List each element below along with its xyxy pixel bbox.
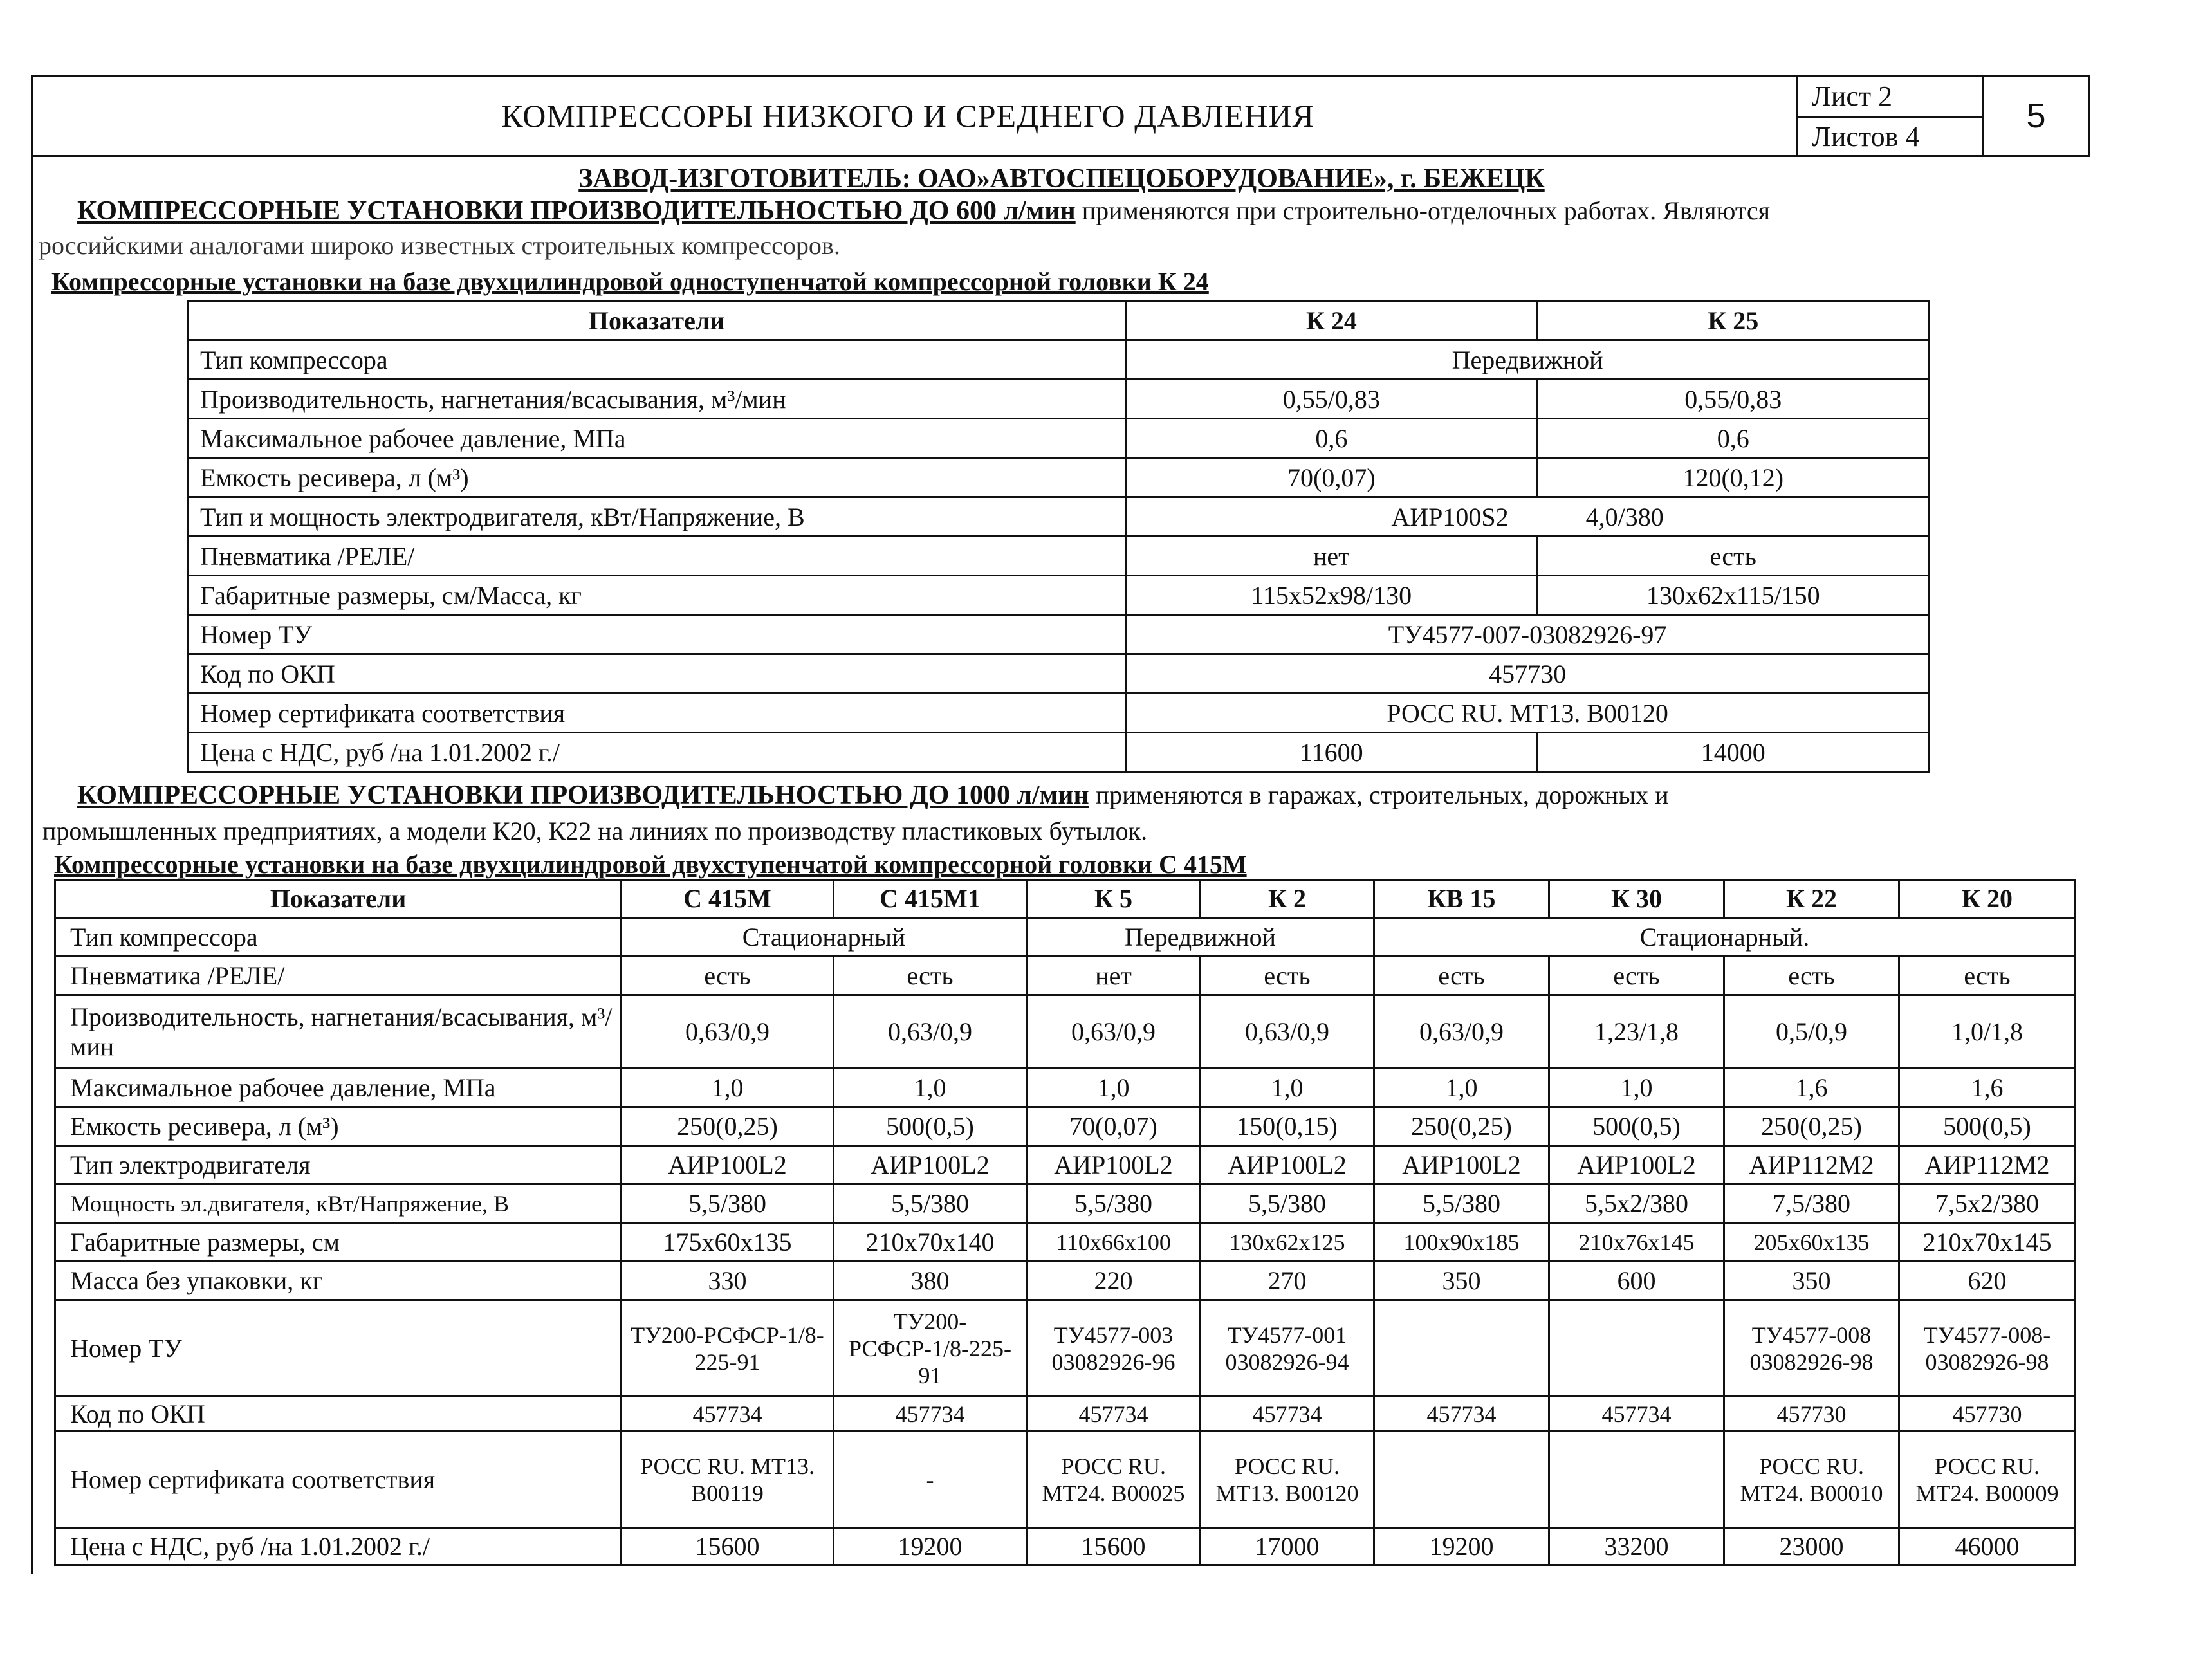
cell-value: 5,5/380 [1374, 1184, 1549, 1223]
cell-value: 0,63/0,9 [1374, 995, 1549, 1069]
cell-value: 1,23/1,8 [1549, 995, 1724, 1069]
cell-value: 14000 [1537, 733, 1929, 772]
cell-value: 1,0 [834, 1069, 1027, 1107]
row-label: Код по ОКП [55, 1397, 622, 1432]
table-row [188, 458, 1930, 497]
cell-value: 0,55/0,83 [1537, 380, 1929, 419]
cell-value: 0,63/0,9 [1027, 995, 1201, 1069]
row-label: Максимальное рабочее давление, МПа [188, 419, 1126, 458]
column-header: С 415М [622, 880, 834, 918]
cell-value: - [834, 1432, 1027, 1528]
cell-value: 457730 [1126, 654, 1930, 694]
section2-text-a: применяются в гаражах, строительных, дорожных и [1089, 780, 1669, 809]
cell-value: ТУ4577-007-03082926-97 [1126, 615, 1930, 654]
sheets-total-label: Листов 4 [1798, 116, 1982, 155]
cell-value: 220 [1027, 1262, 1201, 1300]
cell-value: ТУ200-РСФСР-1/8-225-91 [834, 1300, 1027, 1397]
cell-value: 600 [1549, 1262, 1724, 1300]
cell-value: 150(0,15) [1201, 1107, 1374, 1146]
table-row [188, 419, 1930, 458]
cell-value: нет [1027, 957, 1201, 995]
cell-value [1549, 1432, 1724, 1528]
table-row [188, 576, 1930, 615]
cell-value: 350 [1374, 1262, 1549, 1300]
cell-value: 1,0 [1201, 1069, 1374, 1107]
sheet-info [1796, 77, 1982, 155]
section2-text-b: промышленных предприятиях, а модели К20, К22 на линиях по производству пластиковых бутылок. [42, 816, 1148, 845]
column-header: К 22 [1724, 880, 1899, 918]
cell-value: 19200 [1374, 1528, 1549, 1565]
row-label: Габаритные размеры, см [55, 1223, 622, 1262]
section2-heading: КОМПРЕССОРНЫЕ УСТАНОВКИ ПРОИЗВОДИТЕЛЬНОСТЬЮ ДО 1000 л/мин [77, 780, 1089, 810]
cell-value: 15600 [622, 1528, 834, 1565]
cell-value: 1,6 [1724, 1069, 1899, 1107]
row-label: Производительность, нагнетания/всасывания, м³/мин [55, 995, 622, 1069]
cell-value: АИР112М2 [1899, 1146, 2076, 1184]
column-header: К 24 [1126, 301, 1537, 340]
table-header-row [188, 301, 1930, 340]
row-label: Номер сертификата соответствия [188, 694, 1126, 733]
row-label: Пневматика /РЕЛЕ/ [188, 537, 1126, 576]
cell-value: 5,5/380 [1201, 1184, 1374, 1223]
row-label: Емкость ресивера, л (м³) [55, 1107, 622, 1146]
cell-value: есть [1549, 957, 1724, 995]
cell-value: 457734 [1549, 1397, 1724, 1432]
document-header [31, 75, 2090, 157]
cell-value: ТУ4577-003 03082926-96 [1027, 1300, 1201, 1397]
cell-value: 1,0 [1549, 1069, 1724, 1107]
cell-value: 175x60x135 [622, 1223, 834, 1262]
cell-value: 1,0/1,8 [1899, 995, 2076, 1069]
row-label: Цена с НДС, руб /на 1.01.2002 г./ [55, 1528, 622, 1565]
cell-value: есть [834, 957, 1027, 995]
cell-value: АИР100L2 [834, 1146, 1027, 1184]
cell-value: АИР100L2 [622, 1146, 834, 1184]
k24-specs-table [187, 300, 1930, 773]
section1-text-b: российскими аналогами широко известных строительных компрессоров. [39, 231, 840, 260]
document-title: КОМПРЕССОРЫ НИЗКОГО И СРЕДНЕГО ДАВЛЕНИЯ [501, 98, 1314, 134]
c415m-specs-table [54, 879, 2076, 1566]
cell-value: 250(0,25) [1724, 1107, 1899, 1146]
cell-value: 0,63/0,9 [622, 995, 834, 1069]
cell-value: 210x70x140 [834, 1223, 1027, 1262]
cell-value: есть [1374, 957, 1549, 995]
cell-value: 1,0 [1374, 1069, 1549, 1107]
row-label: Производительность, нагнетания/всасывания, м³/мин [188, 380, 1126, 419]
cell-value: 120(0,12) [1537, 458, 1929, 497]
cell-value: 250(0,25) [622, 1107, 834, 1146]
cell-value: 330 [622, 1262, 834, 1300]
cell-value: 457734 [1374, 1397, 1549, 1432]
column-header: Показатели [55, 880, 622, 918]
row-label: Цена с НДС, руб /на 1.01.2002 г./ [188, 733, 1126, 772]
cell-value: 457734 [1027, 1397, 1201, 1432]
table-row [188, 615, 1930, 654]
row-label: Номер сертификата соответствия [55, 1432, 622, 1528]
cell-value: РОСС RU. МТ24. В00025 [1027, 1432, 1201, 1528]
cell-value: 7,5x2/380 [1899, 1184, 2076, 1223]
table-row [55, 1107, 2076, 1146]
cell-value: РОСС RU. МТ24. В00009 [1899, 1432, 2076, 1528]
cell-value: 210x76x145 [1549, 1223, 1724, 1262]
cell-value [1374, 1432, 1549, 1528]
row-label: Номер ТУ [55, 1300, 622, 1397]
cell-value: Стационарный. [1374, 918, 2076, 957]
cell-value: Передвижной [1027, 918, 1374, 957]
cell-value: 5,5/380 [622, 1184, 834, 1223]
cell-value: 0,63/0,9 [1201, 995, 1374, 1069]
cell-value: ТУ4577-008-03082926-98 [1899, 1300, 2076, 1397]
cell-value: 19200 [834, 1528, 1027, 1565]
cell-value: 46000 [1899, 1528, 2076, 1565]
cell-value: 457730 [1899, 1397, 2076, 1432]
cell-value: 1,0 [622, 1069, 834, 1107]
section1-intro [77, 196, 1770, 226]
table-row [188, 380, 1930, 419]
cell-value: АИР100L2 [1027, 1146, 1201, 1184]
column-header: К 2 [1201, 880, 1374, 918]
cell-value: 205x60x135 [1724, 1223, 1899, 1262]
cell-value: 100x90x185 [1374, 1223, 1549, 1262]
table-row [188, 733, 1930, 772]
cell-value: 15600 [1027, 1528, 1201, 1565]
cell-value: 270 [1201, 1262, 1374, 1300]
row-label: Емкость ресивера, л (м³) [188, 458, 1126, 497]
cell-value: Стационарный [622, 918, 1027, 957]
table-row [55, 1184, 2076, 1223]
cell-value: 0,5/0,9 [1724, 995, 1899, 1069]
cell-value: 130x62x125 [1201, 1223, 1374, 1262]
table-row [188, 537, 1930, 576]
cell-value: нет [1126, 537, 1537, 576]
cell-value: 500(0,5) [834, 1107, 1027, 1146]
cell-value: 11600 [1126, 733, 1537, 772]
cell-value: есть [1899, 957, 2076, 995]
table-row [55, 918, 2076, 957]
cell-value: РОСС RU. МТ13. В00120 [1201, 1432, 1374, 1528]
cell-value: есть [622, 957, 834, 995]
cell-value: есть [1537, 537, 1929, 576]
row-label: Габаритные размеры, см/Масса, кг [188, 576, 1126, 615]
section1-subheading: Компрессорные установки на базе двухцилиндровой одноступенчатой компрессорной головки К 24 [51, 267, 1209, 296]
row-label: Тип компрессора [55, 918, 622, 957]
row-label: Тип компрессора [188, 340, 1126, 380]
table-row [55, 995, 2076, 1069]
column-header: Показатели [188, 301, 1126, 340]
cell-value: АИР100L2 [1201, 1146, 1374, 1184]
table-row [188, 654, 1930, 694]
row-label: Максимальное рабочее давление, МПа [55, 1069, 622, 1107]
table-row [55, 1528, 2076, 1565]
table-row [55, 1069, 2076, 1107]
cell-value: 457734 [1201, 1397, 1374, 1432]
cell-value: 33200 [1549, 1528, 1724, 1565]
cell-value: 0,63/0,9 [834, 995, 1027, 1069]
table-row [55, 957, 2076, 995]
cell-value [1549, 1300, 1724, 1397]
cell-value: 1,0 [1027, 1069, 1201, 1107]
cell-value: Передвижной [1126, 340, 1930, 380]
row-label: Тип электродвигателя [55, 1146, 622, 1184]
cell-value: 110x66x100 [1027, 1223, 1201, 1262]
cell-value: ТУ200-РСФСР-1/8-225-91 [622, 1300, 834, 1397]
section1-text-a: применяются при строительно-отделочных работах. Являются [1075, 196, 1770, 225]
table-row [188, 694, 1930, 733]
cell-value: 70(0,07) [1027, 1107, 1201, 1146]
table-row [55, 1146, 2076, 1184]
row-label: Мощность эл.двигателя, кВт/Напряжение, В [55, 1184, 622, 1223]
column-header: С 415М1 [834, 880, 1027, 918]
cell-value: 500(0,5) [1549, 1107, 1724, 1146]
cell-value: 500(0,5) [1899, 1107, 2076, 1146]
cell-value: 115x52x98/130 [1126, 576, 1537, 615]
table-row [55, 1397, 2076, 1432]
cell-value: 0,6 [1537, 419, 1929, 458]
cell-value: РОСС RU. МТ13. В00119 [622, 1432, 834, 1528]
cell-value: 350 [1724, 1262, 1899, 1300]
cell-value: 130x62x115/150 [1537, 576, 1929, 615]
cell-value: 17000 [1201, 1528, 1374, 1565]
cell-value: ТУ4577-008 03082926-98 [1724, 1300, 1899, 1397]
column-header: К 5 [1027, 880, 1201, 918]
cell-value: АИР100L2 [1374, 1146, 1549, 1184]
table-row [55, 1223, 2076, 1262]
cell-value: 250(0,25) [1374, 1107, 1549, 1146]
table-header-row [55, 880, 2076, 918]
cell-value: 7,5/380 [1724, 1184, 1899, 1223]
row-label: Пневматика /РЕЛЕ/ [55, 957, 622, 995]
cell-value: РОСС RU. МТ24. В00010 [1724, 1432, 1899, 1528]
table-row [55, 1432, 2076, 1528]
row-label: Номер ТУ [188, 615, 1126, 654]
section2-intro [77, 780, 1669, 811]
cell-value: 380 [834, 1262, 1027, 1300]
cell-value: 210x70x145 [1899, 1223, 2076, 1262]
column-header: КВ 15 [1374, 880, 1549, 918]
cell-value: 457734 [622, 1397, 834, 1432]
manufacturer-line: ЗАВОД-ИЗГОТОВИТЕЛЬ: ОАО»АВТОСПЕЦОБОРУДОВАНИЕ», г. БЕЖЕЦК [578, 164, 1545, 194]
cell-value: 620 [1899, 1262, 2076, 1300]
cell-value: АИР112М2 [1724, 1146, 1899, 1184]
cell-value: 0,6 [1126, 419, 1537, 458]
row-label: Тип и мощность электродвигателя, кВт/Напряжение, В [188, 497, 1126, 537]
section2-subheading: Компрессорные установки на базе двухцилиндровой двухступенчатой компрессорной головки С 415М [54, 850, 1247, 879]
cell-value: ТУ4577-001 03082926-94 [1201, 1300, 1374, 1397]
row-label: Код по ОКП [188, 654, 1126, 694]
cell-value: РОСС RU. МТ13. В00120 [1126, 694, 1930, 733]
table-row [55, 1262, 2076, 1300]
sheet-label: Лист 2 [1812, 80, 1893, 112]
table-row [188, 497, 1930, 537]
row-label: Масса без упаковки, кг [55, 1262, 622, 1300]
cell-value [1374, 1300, 1549, 1397]
cell-value: 457730 [1724, 1397, 1899, 1432]
table-row [55, 1300, 2076, 1397]
cell-value: есть [1724, 957, 1899, 995]
column-header: К 20 [1899, 880, 2076, 918]
cell-value: 5,5/380 [834, 1184, 1027, 1223]
cell-value: 1,6 [1899, 1069, 2076, 1107]
cell-value: АИР100S2 4,0/380 [1126, 497, 1930, 537]
cell-value: 23000 [1724, 1528, 1899, 1565]
cell-value: 5,5x2/380 [1549, 1184, 1724, 1223]
cell-value: 0,55/0,83 [1126, 380, 1537, 419]
cell-value: 457734 [834, 1397, 1027, 1432]
section1-heading: КОМПРЕССОРНЫЕ УСТАНОВКИ ПРОИЗВОДИТЕЛЬНОСТЬЮ ДО 600 л/мин [77, 196, 1076, 226]
cell-value: АИР100L2 [1549, 1146, 1724, 1184]
cell-value: 5,5/380 [1027, 1184, 1201, 1223]
column-header: К 25 [1537, 301, 1929, 340]
table-row [188, 340, 1930, 380]
cell-value: есть [1201, 957, 1374, 995]
cell-value: 70(0,07) [1126, 458, 1537, 497]
page-number: 5 [1982, 77, 2088, 155]
column-header: К 30 [1549, 880, 1724, 918]
